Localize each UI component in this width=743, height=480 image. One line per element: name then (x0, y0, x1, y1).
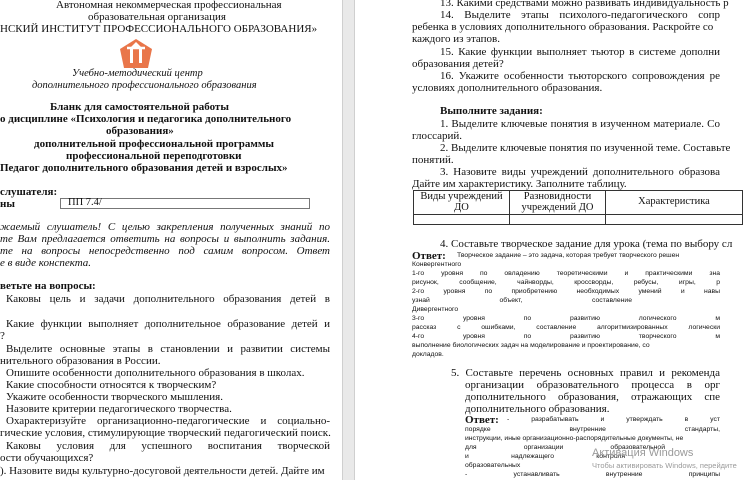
question-line: Укажите особенности творческого мышления. (6, 391, 223, 403)
question-line: гические условия, стимулирующие творческий педагогический поиск. (0, 427, 331, 439)
answer-line: инструкции, иные организационно-распорядительные документы, не (465, 435, 684, 442)
center-line-1: Учебно-методический центр (72, 68, 203, 79)
answer-line: порядке внутренние стандарты, (465, 426, 720, 433)
institute-logo-icon (117, 37, 155, 71)
table-header-cell: Виды учреждений ДО (414, 191, 510, 215)
intro-line-3: те на вопросы непосредственно под самим вопросом. Ответ (0, 245, 330, 257)
org-line-2: образовательная организация (88, 11, 226, 23)
table-cell[interactable] (606, 215, 743, 225)
table-header-cell: Разновидности учреждений ДО (510, 191, 606, 215)
question-line: ости обучающихся? (0, 452, 94, 464)
question-line: Каковы условия для успешного воспитания творческой (6, 440, 330, 452)
org-line-3: НСКИЙ ИНСТИТУТ ПРОФЕССИОНАЛЬНОГО ОБРАЗОВАНИЯ» (0, 23, 318, 35)
question-line: ? (0, 330, 5, 342)
title-line-6: Педагог дополнительного образования детей и взрослых» (0, 162, 288, 174)
task-5-line: дополнительного образования. (465, 403, 610, 415)
answer-line: рисунок, сообщение, чайнворды, кроссворды, ребусы, игры, р (412, 279, 720, 286)
task-5-line: организации образовательного процесса в орг (465, 379, 720, 391)
document-page-left (0, 0, 342, 480)
answer-line: рассказ с ошибками, составление алгоритмизированных логически (412, 324, 720, 331)
task-line: глоссарий. (412, 130, 463, 142)
task-line: понятий. (412, 154, 454, 166)
title-line-2: о дисциплине «Психология и педагогика дополнительного (0, 113, 292, 125)
tasks-header: Выполните задания: (440, 105, 543, 117)
answer-line: 4-го уровня по развитию творческого м (412, 333, 720, 340)
answer-line: - устанавливать внутренние принципы (465, 471, 720, 478)
question-line: каждого из этапов. (412, 33, 500, 45)
task-4-line: 4. Составьте творческое задание для урока (тема по выбору сл (440, 238, 733, 250)
question-line: Назовите критерии педагогического творчества. (6, 403, 232, 415)
answer-line: и надлежащего контроля (465, 453, 625, 460)
answer-line: 2-го уровня по приобретению необходимых умений и навы (412, 288, 720, 295)
title-line-1: Бланк для самостоятельной работы (50, 101, 229, 113)
question-line: 15. Какие функции выполняет тьютор в системе дополни (440, 46, 720, 58)
answer-line: Творческое задание – это задача, которая требует творческого решен (457, 252, 680, 259)
answer-line: выполнение биологических задач на моделирование и проектирование, со (412, 342, 650, 349)
intro-line-1: жаемый слушатель! С целью закрепления полученных знаний по (0, 221, 330, 233)
org-line-1: Автономная некоммерческая профессиональная (56, 0, 282, 11)
question-line: Какие функции выполняет дополнительное образование детей и (6, 318, 330, 330)
question-line: 13. Какими средствами можно развивать индивидуальность р (440, 0, 729, 9)
table-header-cell: Характеристика (606, 191, 743, 215)
answer-line: 3-го уровня по развитию логического м (412, 315, 720, 322)
answer-line: образовательных (465, 462, 521, 469)
question-line: образования детей? (412, 58, 504, 70)
question-line: Охарактеризуйте организационно-педагогические и социально- (6, 415, 330, 427)
answer-label: Ответ: (412, 250, 446, 262)
answer-line: Конвергентного (412, 261, 462, 268)
question-line: Какие способности относятся к творческим? (6, 379, 217, 391)
title-line-4: дополнительной профессиональной программы (34, 138, 274, 150)
table-cell[interactable] (510, 215, 606, 225)
task-5-line: 5. Составьте перечень основных правил и рекоменда (451, 367, 720, 379)
task-line: Дайте им характеристику. Заполните таблицу. (412, 178, 627, 190)
task-line: 1. Выделите ключевые понятия в изученном материале. Со (440, 118, 720, 130)
question-line: Опишите особенности дополнительного образования в школах. (6, 367, 305, 379)
intro-line-4: е в виде конспекта. (0, 257, 92, 269)
group-label: ны (0, 198, 15, 210)
question-line: Каковы цель и задачи дополнительного образования детей в (6, 293, 330, 305)
question-line: Выделите основные этапы в становлении и развитии системы (6, 343, 330, 355)
answer-line: узнай объект, составление (412, 297, 632, 304)
task-line: 2. Выделите ключевые понятия по изученной теме. Составьте (440, 142, 731, 154)
institutions-table (413, 190, 743, 225)
page-gutter (342, 0, 355, 480)
intro-line-2: те Вам предлагается ответить на вопросы и выполнить задания. (0, 233, 330, 245)
question-line: 14. Выделите этапы психолого-педагогического сопр (440, 9, 720, 21)
table-cell[interactable] (414, 215, 510, 225)
question-line: условиях дополнительного образования. (412, 82, 603, 94)
questions-header: ветьте на вопросы: (0, 280, 96, 292)
question-line: ребенка в условиях дополнительного образования. Раскройте со (412, 21, 714, 33)
listener-label: слушателя: (0, 186, 58, 198)
document-page-right (355, 0, 733, 480)
windows-activation-subtitle: Чтобы активировать Windows, перейдите (592, 461, 737, 470)
answer-line: 1-го уровня по овладению теоретическими и практическими зна (412, 270, 720, 277)
title-line-5: профессиональной переподготовки (66, 150, 242, 162)
answer-line: - разрабатывать и утверждать в уст (507, 416, 720, 423)
question-line: ). Назовите виды культурно-досуговой деятельности детей. Дайте им (0, 465, 325, 477)
task-5-line: дополнительного образования, отражающих спе (465, 391, 720, 403)
center-line-2: дополнительного профессионального образования (32, 80, 257, 91)
title-line-3: образования» (106, 125, 174, 137)
question-line: нительного образования в России. (0, 355, 161, 367)
answer-line: для организации образовательной (465, 444, 665, 451)
question-line: 16. Укажите особенности тьюторского сопровождения ре (440, 70, 720, 82)
group-value: ПП 7.4/ (68, 197, 102, 208)
windows-activation-title: Активация Windows (592, 447, 694, 459)
answer-label-2: Ответ: (465, 414, 499, 426)
answer-line: Дивергентного (412, 306, 459, 313)
task-line: 3. Назовите виды учреждений дополнительного образова (440, 166, 720, 178)
answer-line: докладов. (412, 351, 444, 358)
